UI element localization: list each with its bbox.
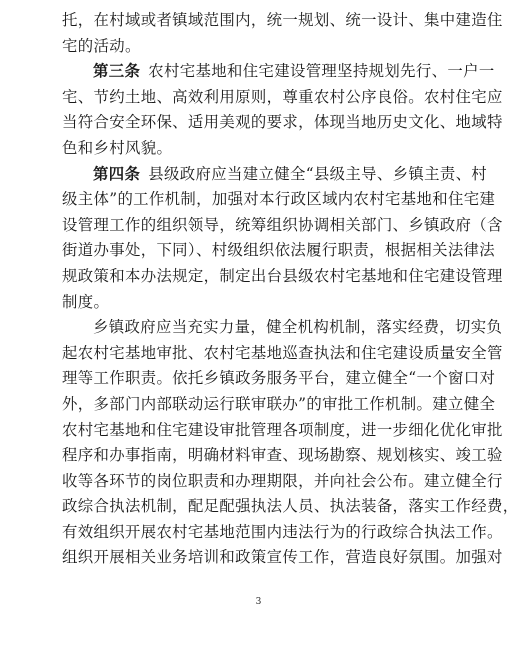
text-line: 托，在村域或者镇域范围内，统一规划、统一设计、集中建造住 (62, 11, 503, 29)
text-line: 宅的活动。 (62, 36, 141, 55)
paragraph-continuation (62, 8, 503, 59)
page-number: 3 (255, 597, 262, 607)
text-line: 当符合安全环保、适用美观的要求，体现当地历史文化、地域特 (62, 113, 503, 132)
article-three (62, 59, 503, 161)
text-line: 政综合执法机制，配足配强执法人员、执法装备，落实工作经费， (62, 497, 518, 516)
text-line (62, 59, 495, 85)
text-line: 有效组织开展农村宅基地范围内违法行为的行政综合执法工作。 (62, 522, 503, 541)
text-line: 起农村宅基地审批、农村宅基地巡查执法和住宅建设质量安全管 (62, 343, 503, 362)
text-line: 收等各环节的岗位职责和办理期限，并向社会公布。建立健全行 (62, 471, 503, 490)
text-line: 设管理工作的组织领导，统筹组织协调相关部门、乡镇政府（含 (62, 215, 503, 234)
document-body (62, 8, 518, 571)
text-line: 外，多部门内部联动运行联审联办”的审批工作机制。建立健全 (62, 394, 496, 413)
text-line: 制度。 (62, 292, 110, 311)
text-line: 乡镇政府应当充实力量，健全机构机制，落实经费，切实负 (93, 318, 503, 337)
text-line: 农村宅基地和住宅建设审批管理各项制度，进一步细化优化审批 (62, 420, 503, 439)
text-line-content: 县级政府应当建立健全“县级主导、乡镇主责、村 (148, 164, 488, 183)
text-line: 程序和办事指南，明确材料审查、现场勘察、规划核实、竣工验 (62, 446, 503, 465)
text-line: 街道办事处，下同）、村级组织依法履行职责，根据相关法律法 (62, 241, 496, 260)
text-line: 组织开展相关业务培训和政策宣传工作，营造良好氛围。加强对 (62, 548, 503, 567)
text-line: 色和乡村风貌。 (62, 138, 173, 157)
article-label: 第三条 (93, 62, 141, 81)
article-label: 第四条 (93, 164, 141, 183)
paragraph-township (62, 315, 518, 571)
text-line: 级主体”的工作机制，加强对本行政区域内农村宅基地和住宅建 (62, 190, 496, 209)
text-line (62, 162, 488, 188)
text-line: 理等工作职责。依托乡镇政务服务平台，建立健全“一个窗口对 (62, 369, 496, 388)
text-line: 规政策和本办法规定，制定出台县级农村宅基地和住宅建设管理 (62, 266, 503, 285)
text-line: 宅、节约土地、高效利用原则，尊重农村公序良俗。农村住宅应 (62, 87, 503, 106)
text-line-content: 农村宅基地和住宅建设管理坚持规划先行、一户一 (148, 62, 495, 81)
article-four (62, 162, 503, 316)
